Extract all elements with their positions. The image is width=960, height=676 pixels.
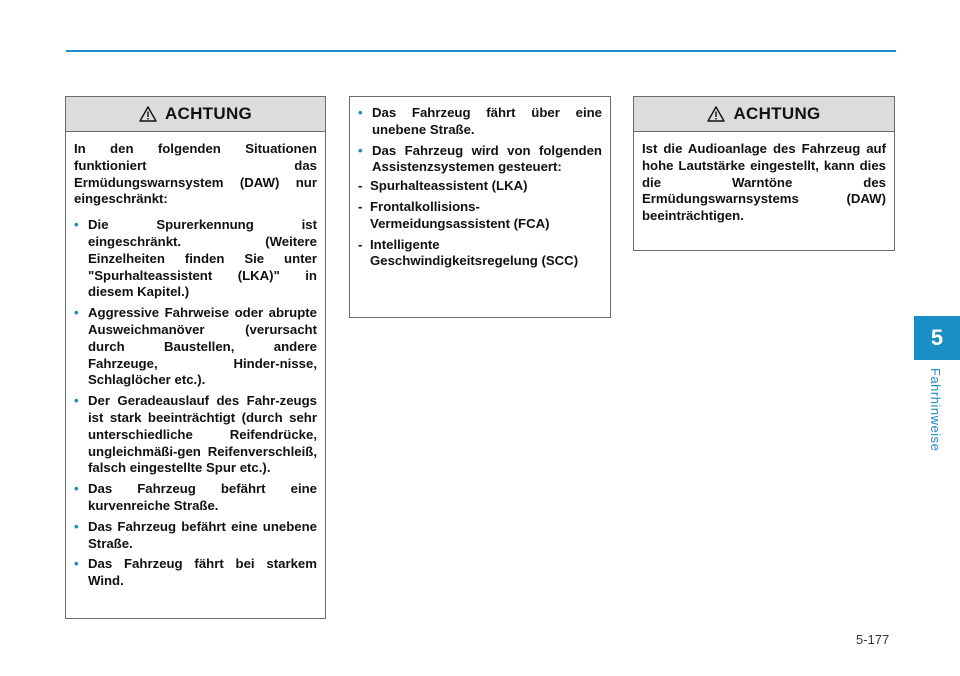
list-item: • Das Fahrzeug fährt bei starkem Wind.	[74, 556, 317, 589]
list-item: • Der Geradeauslauf des Fahr-zeugs ist stark beeinträchtigt (durch sehr unterschiedliche Reifendrücke, ungleichmäßi-gen Reifenverschleiß, falsch eingestellte Spur etc.).	[74, 393, 317, 476]
list-item: - Intelligente Geschwindigkeitsregelung (SCC)	[358, 236, 579, 269]
warning-triangle-icon	[139, 106, 157, 122]
list-item: • Das Fahrzeug fährt über eine unebene Straße.	[358, 105, 602, 137]
list-item: • Aggressive Fahrweise oder abrupte Ausweichmanöver (verursacht durch Baustellen, andere Fahrzeuge, Hinder-nisse, Schlaglöcher etc.).	[74, 305, 317, 388]
chapter-number-tab: 5	[914, 316, 960, 360]
caution-box-audio	[633, 96, 895, 251]
top-rule	[66, 50, 896, 52]
bullet-icon: •	[74, 217, 79, 233]
list-item: • Das Fahrzeug wird von folgenden Assistenzsystemen gesteuert: - Spurhalteassistent (LKA) - Frontalkollisions-Vermeidungsassistent (FCA) - Intelligente Geschwindigkeitsregelung (SCC)	[358, 142, 602, 269]
caution-label: ACHTUNG	[164, 104, 253, 123]
bullet-icon: •	[358, 142, 363, 158]
caution-box-daw-limitations	[65, 96, 326, 619]
list-item: • Das Fahrzeug befährt eine unebene Straße.	[74, 518, 317, 551]
bullet-icon: •	[74, 393, 79, 409]
caution-intro: In den folgenden Situationen funktioniert das Ermüdungswarnsystem (DAW) nur eingeschränkt:	[74, 141, 317, 207]
list-item: - Frontalkollisions-Vermeidungsassistent (FCA)	[358, 198, 550, 231]
bullet-icon: •	[74, 518, 79, 534]
list-item: - Spurhalteassistent (LKA)	[358, 178, 528, 194]
dash-marker: -	[358, 198, 363, 214]
bullet-icon: •	[74, 305, 79, 321]
caution-header	[66, 97, 325, 132]
limitations-list	[74, 217, 317, 590]
bullet-icon: •	[74, 556, 79, 572]
warning-triangle-icon	[707, 106, 725, 122]
page-number: 5-177	[856, 632, 890, 647]
dash-marker: -	[358, 178, 363, 194]
continuation-list	[358, 105, 602, 270]
dash-marker: -	[358, 236, 363, 252]
bullet-icon: •	[358, 105, 363, 120]
assist-systems-list	[358, 178, 602, 270]
chapter-title: Fahrhinweise	[928, 368, 943, 452]
list-item: • Das Fahrzeug befährt eine kurvenreiche Straße.	[74, 481, 317, 513]
caution-label: ACHTUNG	[733, 104, 821, 123]
list-item: • Die Spurerkennung ist eingeschränkt. (Weitere Einzelheiten finden Sie unter "Spurhalteassistent (LKA)" in diesem Kapitel.)	[74, 217, 317, 300]
continuation-box	[349, 96, 611, 318]
caution-header	[634, 97, 894, 132]
caution-text: Ist die Audioanlage des Fahrzeug auf hohe Lautstärke eingestellt, kann dies die Warntöne des Ermüdungswarnsystems (DAW) beeinträchtigen.	[642, 141, 886, 224]
bullet-icon: •	[74, 481, 79, 497]
